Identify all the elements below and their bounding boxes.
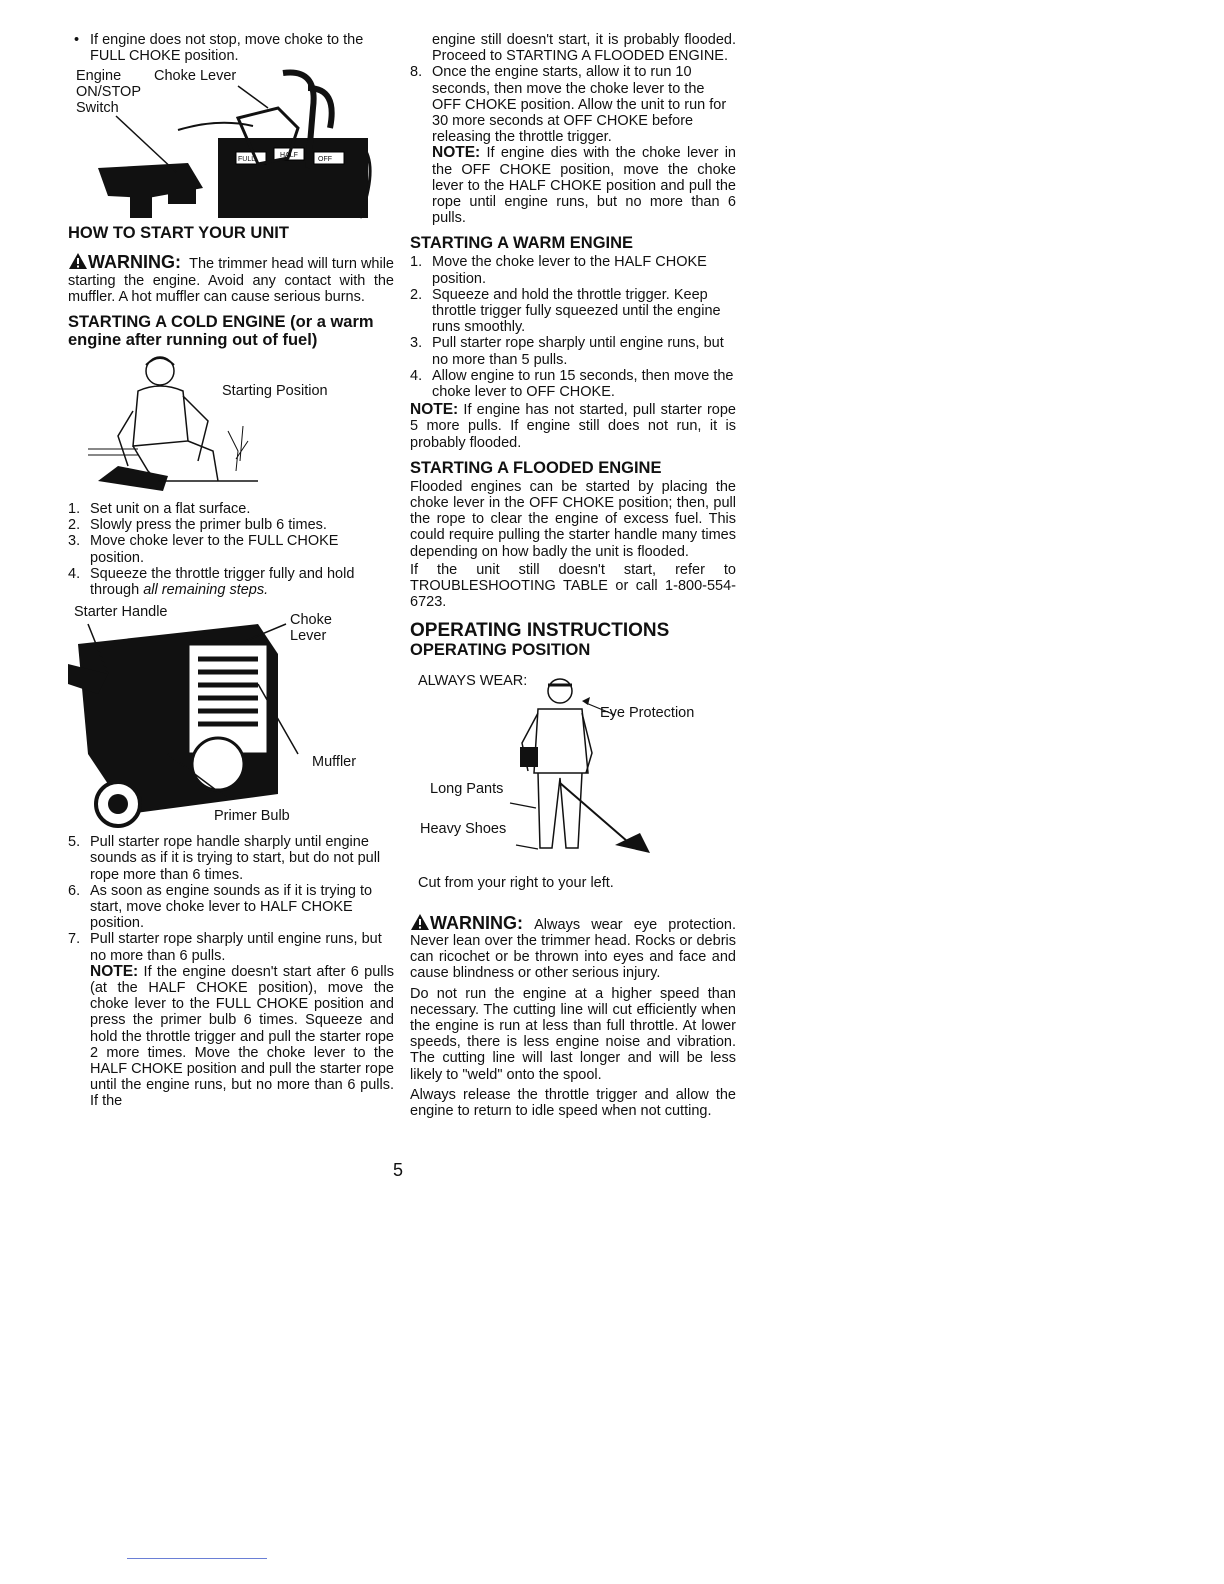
warning-triangle-icon [68,252,88,270]
operating-instructions-heading: OPERATING INSTRUCTIONS [410,619,670,641]
choke-mark-half: HALF [280,152,298,160]
starting-position-label: Starting Position [222,383,328,400]
engine-switch-figure [68,68,394,220]
engine-switch-label-2: ON/STOP [76,84,141,101]
list-item: 4. Allow engine to run 15 seconds, then move the choke lever to OFF CHOKE. [410,367,734,401]
muffler-label: Muffler [312,754,357,771]
list-item: 3. Pull starter rope sharply until engine runs, but no more than 5 pulls. [410,335,724,368]
list-item: 2. Squeeze and hold the throttle trigger. Keep throttle trigger fully squeezed until the engine runs smoothly. [410,286,721,336]
list-item: 3. Move choke lever to the FULL CHOKE position. [68,533,339,566]
choke-lever-label-2b: Lever [290,628,327,645]
bullet-dot: • [74,32,80,48]
engine-parts-figure [68,604,394,834]
engine-parts-illustration [68,604,394,834]
choke-mark-full: FULL [238,156,256,164]
cold-start-steps-b [68,834,394,964]
eye-protection-label: Eye Protection [600,704,695,721]
starting-position-figure [68,351,394,501]
heavy-shoes-label: Heavy Shoes [420,820,507,837]
warning-1: WARNING: The trimmer head will turn while starting the engine. Avoid any contact with the muffler. A hot muffler can cause serious burns. [68,252,394,305]
list-item: 1. Set unit on a flat surface. [68,501,251,518]
engine-switch-label-3: Switch [76,100,119,117]
note-step-8: NOTE: If engine dies with the choke lever in the OFF CHOKE position, move the choke lever to the HALF CHOKE position and pull the rope until engine runs, but no more than 6 pulls. [432,144,736,227]
cold-engine-heading: STARTING A COLD ENGINE (or a warm engine after running out of fuel) [68,313,374,350]
operating-position-heading: OPERATING POSITION [410,640,591,659]
primer-bulb-label: Primer Bulb [214,808,290,825]
idle-paragraph: Always release the throttle trigger and allow the engine to return to idle speed when not cutting. [410,1086,736,1119]
list-item: 5. Pull starter rope handle sharply until engine sounds as if it is trying to start, but do not pull rope more than 6 times. [68,834,381,883]
operator-illustration [410,663,736,873]
warm-engine-heading: STARTING A WARM ENGINE [410,234,634,253]
list-item: 8. Once the engine starts, allow it to run 10 seconds, then move the choke lever to the OFF CHOKE position. Allow the unit to run for 30 more seconds at OFF CHOKE before releasing the throttle trigger. [410,64,727,146]
warning-2: WARNING: Always wear eye protection. Never lean over the trimmer head. Rocks or debris can ricochet or be thrown into eyes and face and cause blindness or other serious injury. [410,912,736,982]
list-item: 6. As soon as engine sounds as if it is trying to start, move choke lever to HALF CHOKE position. [68,882,373,932]
bullet-item: • If engine does not stop, move choke to the FULL CHOKE position. [74,32,364,65]
list-item: 1. Move the choke lever to the HALF CHOKE position. [410,254,707,287]
list-item: 2. Slowly press the primer bulb 6 times. [68,517,327,534]
cold-start-steps-a [68,501,394,598]
operating-position-figure [410,663,736,873]
throttle-paragraph: Do not run the engine at a higher speed than necessary. The cutting line will cut efficiently when the engine is run at less than full throttle. At lower speeds, there is less engine noise and vibration. The cutting line will last longer and will be less likely to "weld" onto the spool. [410,985,736,1083]
flooded-text: Flooded engines can be started by placing the choke lever in the OFF CHOKE position; then, pull the rope to clear the engine of excess fuel. This could require pulling the starter handle many times depending on how badly the unit is flooded. [410,478,736,560]
choke-lever-label-2a: Choke [290,612,332,629]
continued-text: engine still doesn't start, it is probably flooded. Proceed to STARTING A FLOODED ENGINE. [432,32,736,65]
flooded-engine-heading: STARTING A FLOODED ENGINE [410,458,662,477]
footer-line [127,1558,267,1559]
right-column [410,32,736,1119]
list-item: 4. Squeeze the throttle trigger fully and hold through all remaining steps. [68,565,355,599]
note-step-7: NOTE: If the engine doesn't start after 6 pulls (at the HALF CHOKE position), move the choke lever to the FULL CHOKE position and press the primer bulb 6 times. Squeeze and hold the throttle trigger and pull the starter rope 2 more times. Move the choke lever to the HALF CHOKE position and pull the starter rope until the engine runs, but no more than 6 pulls. If the [90,962,394,1110]
starter-handle-label: Starter Handle [74,604,168,621]
choke-mark-off: OFF [318,156,332,164]
always-wear-label: ALWAYS WEAR: [418,672,528,689]
long-pants-label: Long Pants [430,780,504,797]
warm-engine-note: NOTE: If engine has not started, pull starter rope 5 more pulls. If engine still does not run, it is probably flooded. [410,401,736,451]
step-8-list [410,64,736,145]
page-number: 5 [393,1160,404,1180]
list-item: 7. Pull starter rope sharply until engine runs, but no more than 6 pulls. [68,931,382,964]
warning-triangle-icon [410,913,430,931]
cut-direction-text: Cut from your right to your left. [418,874,614,891]
warm-engine-steps [410,254,736,400]
choke-lever-label: Choke Lever [154,68,237,85]
engine-switch-label-1: Engine [76,68,122,85]
flooded-text-2: If the unit still doesn't start, refer to TROUBLESHOOTING TABLE or call 1-800-554-6723. [410,561,736,611]
starting-position-illustration [68,351,394,501]
how-to-start-heading: HOW TO START YOUR UNIT [68,224,289,243]
left-column [68,32,394,1110]
